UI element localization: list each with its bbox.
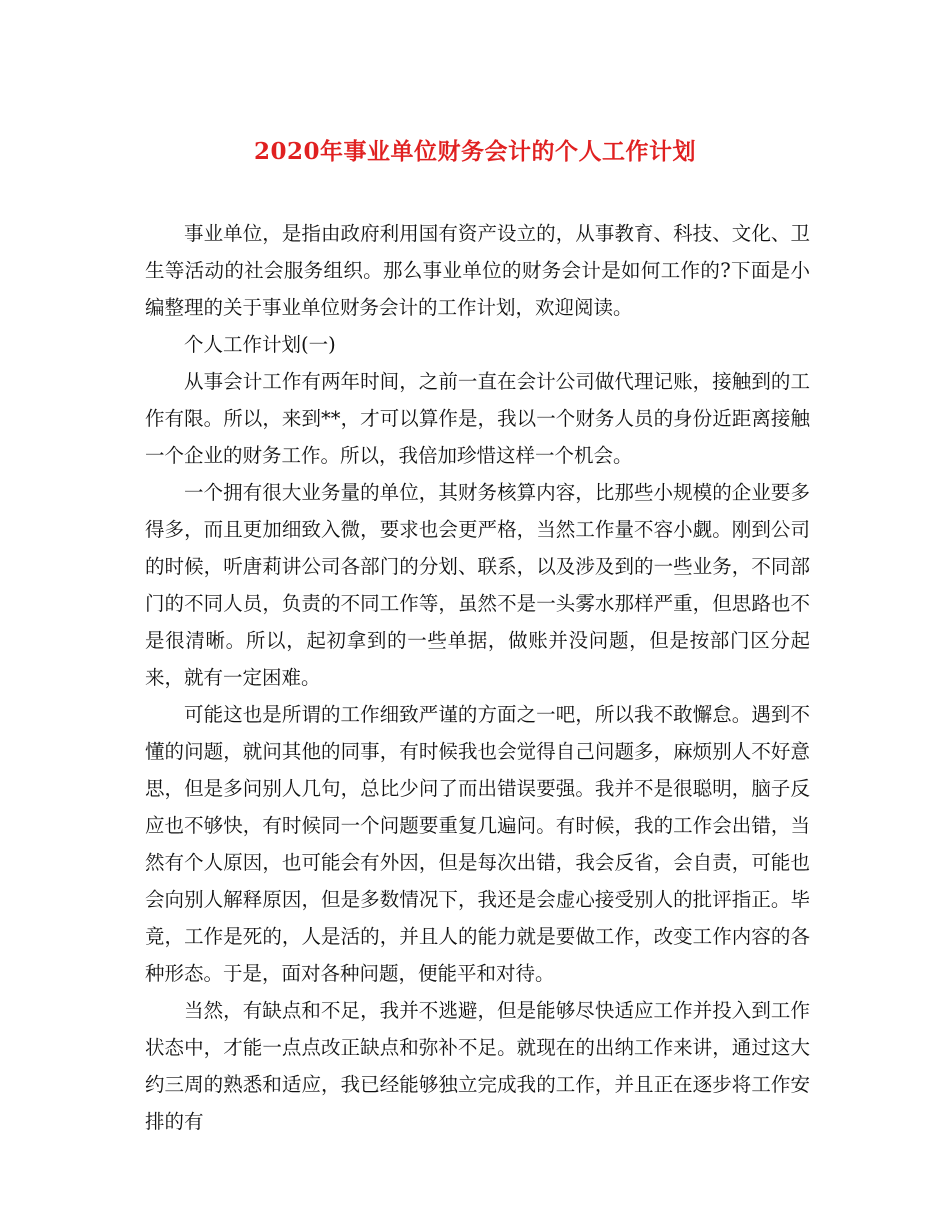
body-paragraph: 可能这也是所谓的工作细致严谨的方面之一吧，所以我不敢懈怠。遇到不懂的问题，就问其他的同事，有时候我也会觉得自己问题多，麻烦别人不好意思，但是多问别人几句，总比少问了而出错误要强。我并不是很聪明，脑子反应也不够快，有时候同一个问题要重复几遍问。有时候，我的工作会出错，当然有个人原因，也可能会有外因，但是每次出错，我会反省，会自责，可能也会向别人解释原因，但是多数情况下，我还是会虚心接受别人的批评指正。毕竟，工作是死的，人是活的，并且人的能力就是要做工作，改变工作内容的各种形态。于是，面对各种问题，便能平和对待。 (145, 703, 810, 985)
document-body (145, 215, 810, 1140)
document-title: 2020年事业单位财务会计的个人工作计划 (253, 138, 696, 165)
body-paragraph: 一个拥有很大业务量的单位，其财务核算内容，比那些小规模的企业要多得多，而且更加细致入微，要求也会更严格，当然工作量不容小觑。刚到公司的时候，听唐莉讲公司各部门的分划、联系，以及涉及到的一些业务，不同部门的不同人员，负责的不同工作等，虽然不是一头雾水那样严重，但思路也不是很清晰。所以，起初拿到的一些单据，做账并没问题，但是按部门区分起来，就有一定困难。 (145, 481, 810, 689)
section-heading: 个人工作计划(一) (184, 333, 336, 356)
body-paragraph: 从事会计工作有两年时间，之前一直在会计公司做代理记账，接触到的工作有限。所以，来到**，才可以算作是，我以一个财务人员的身份近距离接触一个企业的财务工作。所以，我倍加珍惜这样一个机会。 (145, 370, 810, 467)
intro-paragraph: 事业单位，是指由政府利用国有资产设立的，从事教育、科技、文化、卫生等活动的社会服务组织。那么事业单位的财务会计是如何工作的?下面是小编整理的关于事业单位财务会计的工作计划，欢迎阅读。 (145, 222, 810, 319)
body-paragraph: 当然，有缺点和不足，我并不逃避，但是能够尽快适应工作并投入到工作状态中，才能一点点改正缺点和弥补不足。就现在的出纳工作来讲，通过这大约三周的熟悉和适应，我已经能够独立完成我的工作，并且正在逐步将工作安排的有 (145, 999, 810, 1133)
